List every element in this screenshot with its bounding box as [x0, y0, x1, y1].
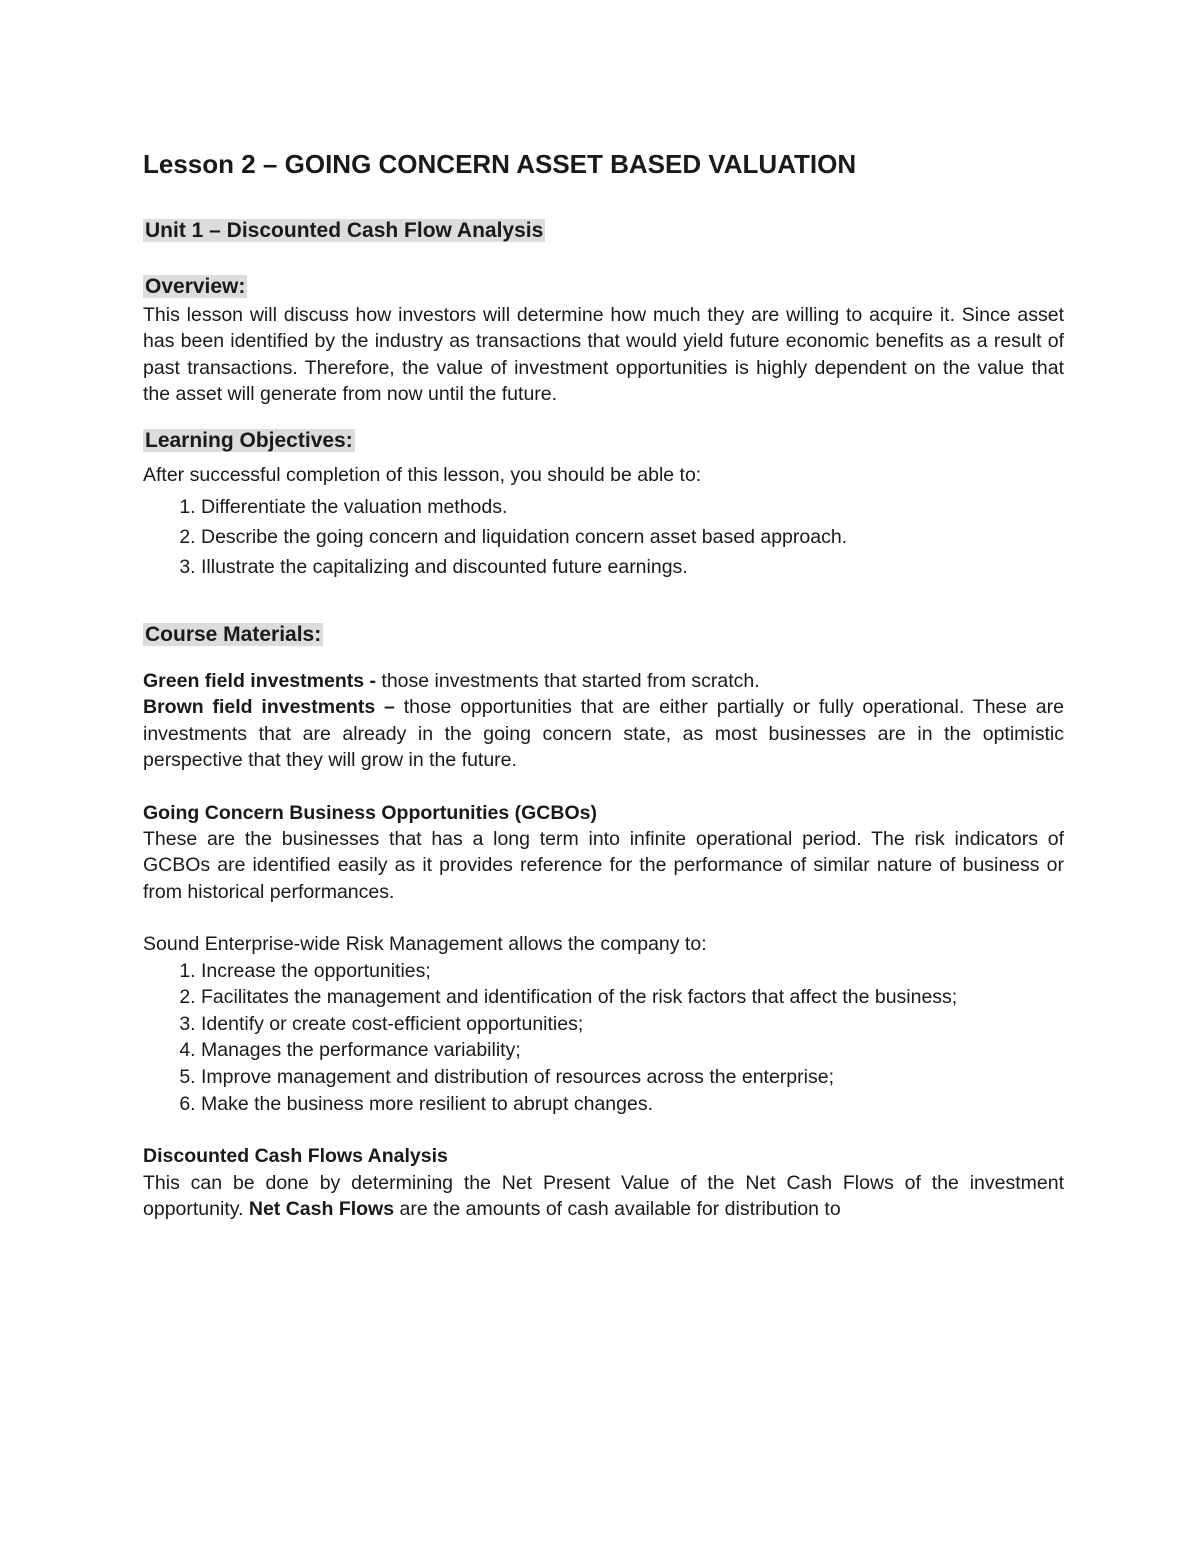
gcbo-text: These are the businesses that has a long term into infinite operational period. The risk indicators of GCBOs are identified easily as it provides reference for the performance of similar nature of business or from historical performances.: [143, 828, 1064, 903]
overview-heading-text: Overview:: [145, 275, 246, 298]
dcf-heading: Discounted Cash Flows Analysis: [143, 1145, 448, 1168]
objectives-heading-text: Learning Objectives:: [145, 428, 353, 452]
document-page: [143, 146, 1064, 1222]
list-item: 3. Illustrate the capitalizing and discounted future earnings.: [201, 552, 1064, 582]
list-item: 5. Improve management and distribution of resources across the enterprise;: [201, 1064, 1064, 1091]
erm-list: [143, 958, 1064, 1118]
list-item: 2. Describe the going concern and liquidation concern asset based approach.: [201, 522, 1064, 552]
unit-heading-text: Unit 1 – Discounted Cash Flow Analysis: [145, 219, 544, 242]
materials-heading-text: Course Materials:: [145, 623, 322, 647]
net-cash-flows-term: Net Cash Flows: [248, 1198, 395, 1221]
overview-text: This lesson will discuss how investors will determine how much they are willing to acquire it. Since asset has been identified by the industry as transactions that would yield future economic benefits as a result of past transactions. Therefore, the value of investment opportunities is highly dependent on the value that the asset will generate from now until the future.: [143, 304, 1064, 406]
brown-field-term: Brown field investments –: [143, 696, 395, 719]
dcf-text-b: are the amounts of cash available for distribution to: [394, 1198, 841, 1221]
list-item: 1. Increase the opportunities;: [201, 958, 1064, 985]
green-field-paragraph: [143, 668, 1064, 694]
objectives-heading: [143, 426, 1064, 456]
objectives-intro: After successful completion of this lesson, you should be able to:: [143, 463, 702, 486]
list-item: 1. Differentiate the valuation methods.: [201, 492, 1064, 522]
overview-heading: [143, 272, 1064, 302]
dcf-text: [143, 1170, 1064, 1223]
brown-field-text: those opportunities that are either partially or fully operational. These are investments that are already in the going concern state, as most businesses are in the optimistic perspective that they will grow in the future.: [143, 696, 1064, 772]
list-item: 4. Manages the performance variability;: [201, 1037, 1064, 1064]
list-item: 3. Identify or create cost-efficient opportunities;: [201, 1011, 1064, 1038]
materials-heading: [143, 620, 1064, 650]
objectives-list: [143, 492, 1064, 582]
green-field-term: Green field investments -: [143, 670, 376, 693]
page-title: Lesson 2 – GOING CONCERN ASSET BASED VALUATION: [143, 149, 857, 179]
unit-heading: [143, 216, 1064, 246]
list-item: 6. Make the business more resilient to abrupt changes.: [201, 1091, 1064, 1118]
brown-field-paragraph: [143, 694, 1064, 773]
green-field-text: those investments that started from scratch.: [375, 670, 760, 693]
list-item: 2. Facilitates the management and identification of the risk factors that affect the business;: [201, 984, 1064, 1011]
dcf-text-a: This can be done by determining the Net Present Value of the Net Cash Flows of the investment opportunity.: [143, 1171, 1064, 1221]
gcbo-heading: Going Concern Business Opportunities (GCBOs): [143, 801, 597, 824]
erm-intro: Sound Enterprise-wide Risk Management allows the company to:: [143, 933, 707, 956]
